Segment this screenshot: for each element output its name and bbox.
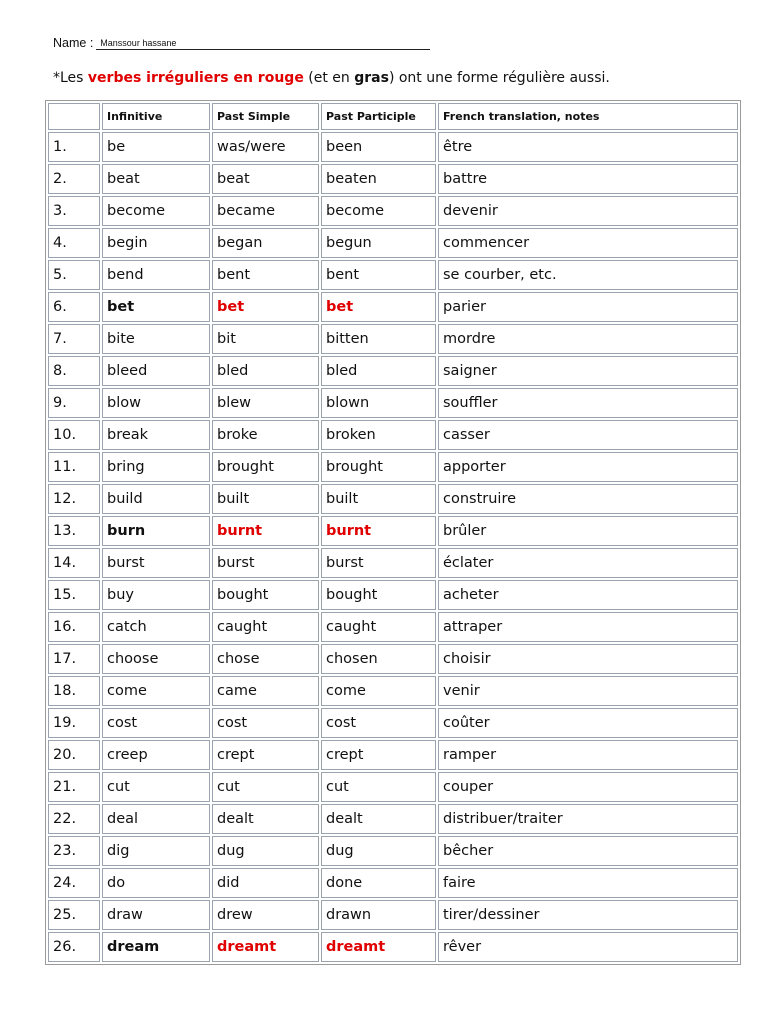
table-row — [48, 484, 738, 514]
infinitive-cell: bleed — [102, 356, 210, 386]
header-past-participle: Past Participle — [321, 103, 436, 130]
infinitive-cell: dream — [102, 932, 210, 962]
table-row — [48, 164, 738, 194]
row-number: 2. — [48, 164, 100, 194]
french-translation-cell: battre — [438, 164, 738, 194]
row-number: 13. — [48, 516, 100, 546]
table-row — [48, 228, 738, 258]
past-participle-cell: broken — [321, 420, 436, 450]
table-row — [48, 868, 738, 898]
past-simple-cell: was/were — [212, 132, 319, 162]
row-number: 23. — [48, 836, 100, 866]
past-simple-cell: broke — [212, 420, 319, 450]
row-number: 4. — [48, 228, 100, 258]
row-number: 14. — [48, 548, 100, 578]
table-row — [48, 196, 738, 226]
row-number: 5. — [48, 260, 100, 290]
french-translation-cell: bêcher — [438, 836, 738, 866]
table-row — [48, 356, 738, 386]
french-translation-cell: construire — [438, 484, 738, 514]
row-number: 20. — [48, 740, 100, 770]
infinitive-cell: build — [102, 484, 210, 514]
french-translation-cell: coûter — [438, 708, 738, 738]
table-row — [48, 516, 738, 546]
past-simple-cell: came — [212, 676, 319, 706]
french-translation-cell: commencer — [438, 228, 738, 258]
french-translation-cell: choisir — [438, 644, 738, 674]
past-participle-cell: bitten — [321, 324, 436, 354]
infinitive-cell: choose — [102, 644, 210, 674]
french-translation-cell: saigner — [438, 356, 738, 386]
note-suffix: ) ont une forme régulière aussi. — [388, 70, 610, 86]
irregular-verbs-table — [45, 100, 741, 965]
table-row — [48, 420, 738, 450]
row-number: 6. — [48, 292, 100, 322]
past-simple-cell: drew — [212, 900, 319, 930]
french-translation-cell: brûler — [438, 516, 738, 546]
table-row — [48, 260, 738, 290]
row-number: 9. — [48, 388, 100, 418]
table-row — [48, 932, 738, 962]
note-prefix: *Les — [53, 70, 88, 86]
infinitive-cell: bite — [102, 324, 210, 354]
past-simple-cell: crept — [212, 740, 319, 770]
table-row — [48, 740, 738, 770]
header-french-translation: French translation, notes — [438, 103, 738, 130]
table-row — [48, 644, 738, 674]
row-number: 19. — [48, 708, 100, 738]
infinitive-cell: become — [102, 196, 210, 226]
header-past-simple: Past Simple — [212, 103, 319, 130]
past-participle-cell: cut — [321, 772, 436, 802]
french-translation-cell: devenir — [438, 196, 738, 226]
row-number: 11. — [48, 452, 100, 482]
past-simple-cell: became — [212, 196, 319, 226]
infinitive-cell: creep — [102, 740, 210, 770]
row-number: 12. — [48, 484, 100, 514]
row-number: 24. — [48, 868, 100, 898]
french-translation-cell: couper — [438, 772, 738, 802]
past-simple-cell: bled — [212, 356, 319, 386]
past-participle-cell: bought — [321, 580, 436, 610]
infinitive-cell: burst — [102, 548, 210, 578]
past-simple-cell: burnt — [212, 516, 319, 546]
infinitive-cell: bring — [102, 452, 210, 482]
row-number: 25. — [48, 900, 100, 930]
past-participle-cell: come — [321, 676, 436, 706]
infinitive-cell: break — [102, 420, 210, 450]
infinitive-cell: blow — [102, 388, 210, 418]
name-field[interactable]: Manssour hassane — [96, 37, 430, 50]
past-participle-cell: bled — [321, 356, 436, 386]
past-simple-cell: built — [212, 484, 319, 514]
past-participle-cell: crept — [321, 740, 436, 770]
past-simple-cell: bought — [212, 580, 319, 610]
table-row — [48, 612, 738, 642]
infinitive-cell: bet — [102, 292, 210, 322]
row-number: 22. — [48, 804, 100, 834]
infinitive-cell: dig — [102, 836, 210, 866]
infinitive-cell: be — [102, 132, 210, 162]
header-infinitive: Infinitive — [102, 103, 210, 130]
past-simple-cell: burst — [212, 548, 319, 578]
past-participle-cell: blown — [321, 388, 436, 418]
table-row — [48, 324, 738, 354]
table-header-row — [48, 103, 738, 130]
past-simple-cell: beat — [212, 164, 319, 194]
french-translation-cell: apporter — [438, 452, 738, 482]
past-participle-cell: bent — [321, 260, 436, 290]
table-row — [48, 452, 738, 482]
french-translation-cell: attraper — [438, 612, 738, 642]
table-row — [48, 132, 738, 162]
french-translation-cell: souffler — [438, 388, 738, 418]
table-row — [48, 676, 738, 706]
past-participle-cell: chosen — [321, 644, 436, 674]
past-simple-cell: did — [212, 868, 319, 898]
infinitive-cell: burn — [102, 516, 210, 546]
note-red-text: verbes irréguliers en rouge — [87, 70, 304, 86]
past-participle-cell: bet — [321, 292, 436, 322]
infinitive-cell: bend — [102, 260, 210, 290]
infinitive-cell: draw — [102, 900, 210, 930]
past-participle-cell: brought — [321, 452, 436, 482]
past-simple-cell: dreamt — [212, 932, 319, 962]
past-participle-cell: begun — [321, 228, 436, 258]
past-participle-cell: been — [321, 132, 436, 162]
past-simple-cell: brought — [212, 452, 319, 482]
table-row — [48, 708, 738, 738]
past-participle-cell: become — [321, 196, 436, 226]
past-simple-cell: bet — [212, 292, 319, 322]
table-row — [48, 292, 738, 322]
french-translation-cell: faire — [438, 868, 738, 898]
past-simple-cell: dug — [212, 836, 319, 866]
past-simple-cell: bit — [212, 324, 319, 354]
infinitive-cell: catch — [102, 612, 210, 642]
infinitive-cell: deal — [102, 804, 210, 834]
french-translation-cell: parier — [438, 292, 738, 322]
infinitive-cell: cut — [102, 772, 210, 802]
row-number: 18. — [48, 676, 100, 706]
past-participle-cell: caught — [321, 612, 436, 642]
french-translation-cell: acheter — [438, 580, 738, 610]
row-number: 17. — [48, 644, 100, 674]
past-participle-cell: burst — [321, 548, 436, 578]
french-translation-cell: rêver — [438, 932, 738, 962]
infinitive-cell: beat — [102, 164, 210, 194]
french-translation-cell: ramper — [438, 740, 738, 770]
table-row — [48, 580, 738, 610]
row-number: 10. — [48, 420, 100, 450]
header-number — [48, 103, 100, 130]
french-translation-cell: venir — [438, 676, 738, 706]
table-row — [48, 548, 738, 578]
past-simple-cell: bent — [212, 260, 319, 290]
infinitive-cell: cost — [102, 708, 210, 738]
french-translation-cell: éclater — [438, 548, 738, 578]
past-participle-cell: drawn — [321, 900, 436, 930]
french-translation-cell: distribuer/traiter — [438, 804, 738, 834]
table-row — [48, 900, 738, 930]
note-middle: (et en — [303, 70, 355, 86]
table-row — [48, 804, 738, 834]
table-row — [48, 388, 738, 418]
past-participle-cell: dreamt — [321, 932, 436, 962]
row-number: 1. — [48, 132, 100, 162]
past-simple-cell: dealt — [212, 804, 319, 834]
french-translation-cell: tirer/dessiner — [438, 900, 738, 930]
past-simple-cell: began — [212, 228, 319, 258]
row-number: 7. — [48, 324, 100, 354]
row-number: 8. — [48, 356, 100, 386]
past-simple-cell: chose — [212, 644, 319, 674]
infinitive-cell: come — [102, 676, 210, 706]
row-number: 21. — [48, 772, 100, 802]
legend-note — [53, 70, 610, 86]
past-participle-cell: dug — [321, 836, 436, 866]
row-number: 15. — [48, 580, 100, 610]
infinitive-cell: do — [102, 868, 210, 898]
past-participle-cell: done — [321, 868, 436, 898]
row-number: 26. — [48, 932, 100, 962]
name-label: Name : — [53, 36, 94, 50]
french-translation-cell: casser — [438, 420, 738, 450]
table-body — [48, 132, 738, 962]
past-participle-cell: built — [321, 484, 436, 514]
table-row — [48, 772, 738, 802]
past-participle-cell: dealt — [321, 804, 436, 834]
note-bold-text: gras — [354, 70, 389, 86]
past-participle-cell: burnt — [321, 516, 436, 546]
past-simple-cell: blew — [212, 388, 319, 418]
past-simple-cell: caught — [212, 612, 319, 642]
past-simple-cell: cost — [212, 708, 319, 738]
row-number: 3. — [48, 196, 100, 226]
french-translation-cell: mordre — [438, 324, 738, 354]
past-simple-cell: cut — [212, 772, 319, 802]
infinitive-cell: buy — [102, 580, 210, 610]
infinitive-cell: begin — [102, 228, 210, 258]
past-participle-cell: cost — [321, 708, 436, 738]
table-row — [48, 836, 738, 866]
past-participle-cell: beaten — [321, 164, 436, 194]
french-translation-cell: se courber, etc. — [438, 260, 738, 290]
name-line — [53, 36, 430, 50]
row-number: 16. — [48, 612, 100, 642]
french-translation-cell: être — [438, 132, 738, 162]
